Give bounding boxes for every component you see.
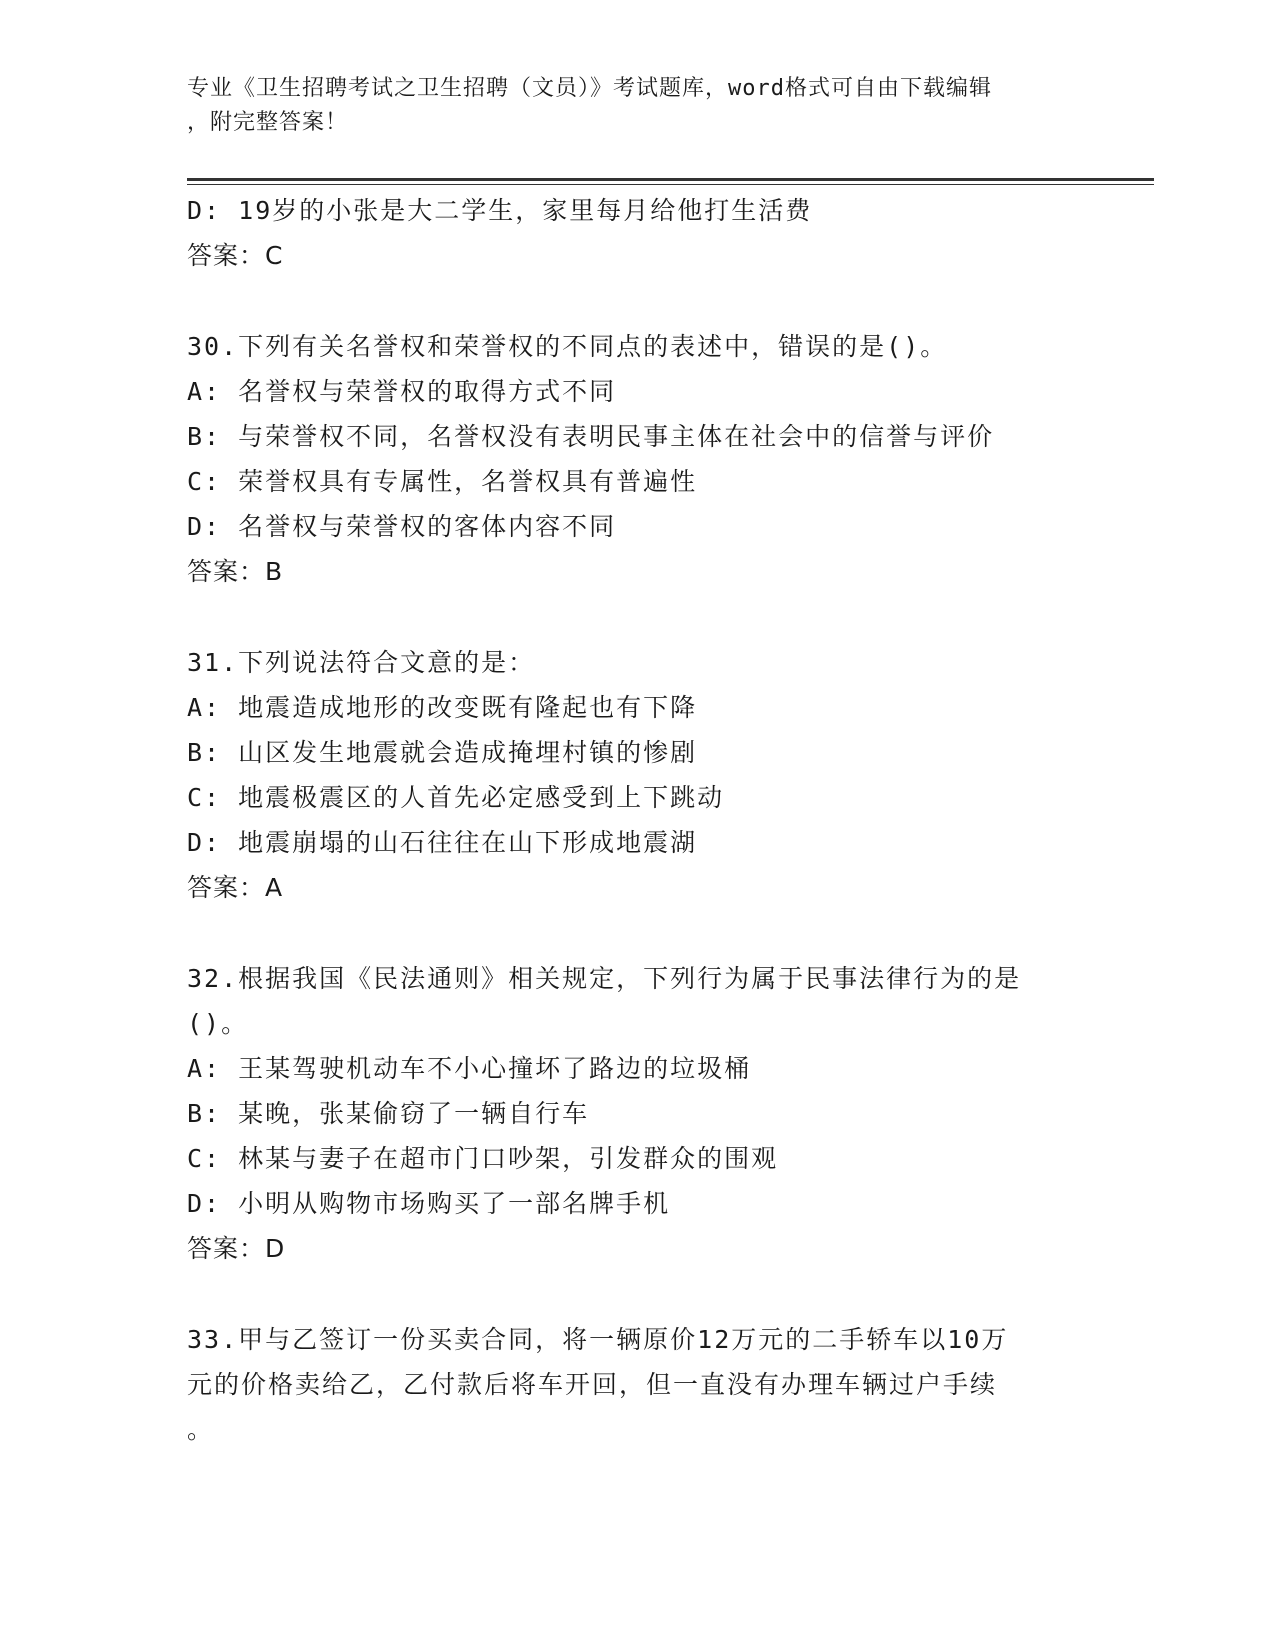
option-b: B: 山区发生地震就会造成掩埋村镇的惨剧 <box>187 738 698 767</box>
option-d: D: 19岁的小张是大二学生，家里每月给他打生活费 <box>187 196 813 225</box>
question-list <box>187 188 1087 1452</box>
option-a: A: 地震造成地形的改变既有隆起也有下降 <box>187 693 698 722</box>
header-divider <box>187 178 1154 181</box>
header-divider-thin <box>187 184 1154 185</box>
spacer <box>187 278 1087 324</box>
spacer <box>187 1271 1087 1317</box>
answer-line: 答案：D <box>187 1234 286 1263</box>
option-c: C: 荣誉权具有专属性，名誉权具有普遍性 <box>187 467 698 496</box>
question-stem-continued: 元的价格卖给乙，乙付款后将车开回，但一直没有办理车辆过户手续 <box>187 1370 998 1399</box>
spacer <box>187 910 1087 956</box>
question-block-29 <box>187 188 1087 278</box>
answer-line: 答案：C <box>187 241 284 270</box>
header-line-2: ，附完整答案！ <box>187 110 349 135</box>
question-block-30 <box>187 324 1087 594</box>
question-block-31 <box>187 640 1087 910</box>
answer-line: 答案：B <box>187 557 284 586</box>
option-c: C: 地震极震区的人首先必定感受到上下跳动 <box>187 783 725 812</box>
header-line-1: 专业《卫生招聘考试之卫生招聘（文员）》考试题库，word格式可自由下载编辑 <box>187 76 992 101</box>
option-b: B: 与荣誉权不同，名誉权没有表明民事主体在社会中的信誉与评价 <box>187 422 995 451</box>
option-d: D: 名誉权与荣誉权的客体内容不同 <box>187 512 617 541</box>
question-stem: 32.根据我国《民法通则》相关规定，下列行为属于民事法律行为的是 <box>187 964 1022 993</box>
answer-line: 答案：A <box>187 873 284 902</box>
question-block-32 <box>187 956 1087 1271</box>
spacer <box>187 594 1087 640</box>
question-stem: 31.下列说法符合文意的是： <box>187 648 536 677</box>
option-a: A: 名誉权与荣誉权的取得方式不同 <box>187 377 617 406</box>
question-stem: 30.下列有关名誉权和荣誉权的不同点的表述中，错误的是()。 <box>187 332 948 361</box>
option-d: D: 地震崩塌的山石往往在山下形成地震湖 <box>187 828 698 857</box>
question-block-33 <box>187 1317 1087 1452</box>
option-d: D: 小明从购物市场购买了一部名牌手机 <box>187 1189 671 1218</box>
option-b: B: 某晚，张某偷窃了一辆自行车 <box>187 1099 590 1128</box>
option-a: A: 王某驾驶机动车不小心撞坏了路边的垃圾桶 <box>187 1054 752 1083</box>
option-c: C: 林某与妻子在超市门口吵架，引发群众的围观 <box>187 1144 779 1173</box>
question-stem-continued: ()。 <box>187 1009 249 1038</box>
document-header <box>187 72 1087 140</box>
question-stem-end: 。 <box>187 1415 215 1444</box>
question-stem: 33.甲与乙签订一份买卖合同，将一辆原价12万元的二手轿车以10万 <box>187 1325 1009 1354</box>
